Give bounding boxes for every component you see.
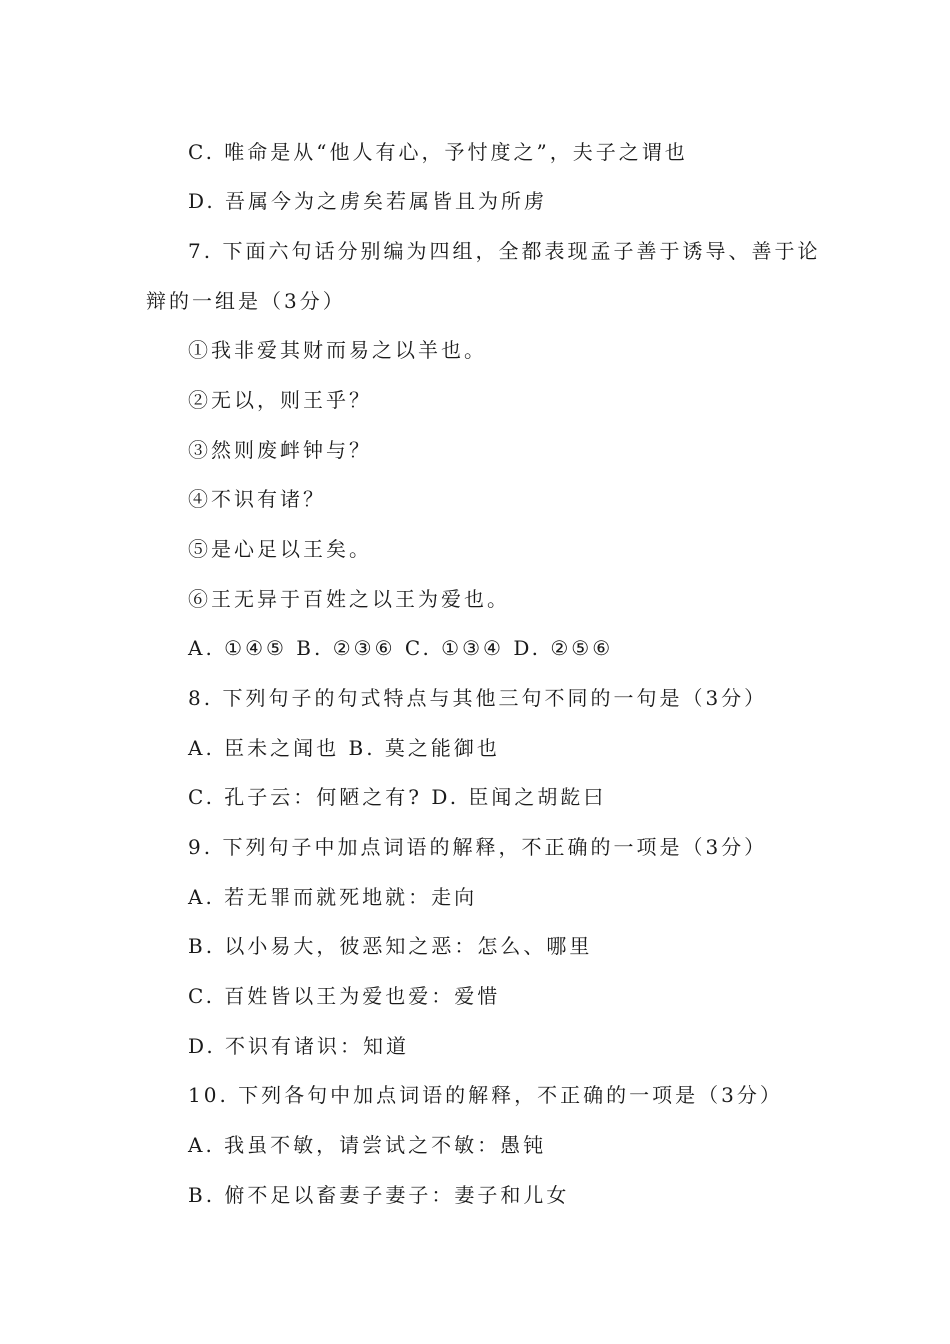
- question-9-option-c: C. 百姓皆以王为爱也爱：爱惜: [188, 984, 501, 1008]
- question-10-option-a: A. 我虽不敏，请尝试之不敏：愚钝: [188, 1133, 547, 1157]
- question-7-stem: 7. 下面六句话分别编为四组，全都表现孟子善于诱导、善于论: [188, 239, 821, 263]
- sentence-6: ⑥王无异于百姓之以王为爱也。: [188, 587, 510, 611]
- option-c-line: C. 唯命是从“他人有心，予忖度之”，夫子之谓也: [188, 140, 688, 164]
- question-8-stem: 8. 下列句子的句式特点与其他三句不同的一句是（3分）: [188, 686, 768, 710]
- question-7-stem-continued: 辩的一组是（3分）: [146, 289, 346, 313]
- question-9-option-a: A. 若无罪而就死地就：走向: [188, 885, 478, 909]
- question-7-options: A. ①④⑤ B. ②③⑥ C. ①③④ D. ②⑤⑥: [188, 636, 614, 660]
- sentence-1: ①我非爱其财而易之以羊也。: [188, 338, 487, 362]
- question-9-option-d: D. 不识有诸识：知道: [188, 1034, 410, 1058]
- question-9-option-b: B. 以小易大，彼恶知之恶：怎么、哪里: [188, 934, 593, 958]
- sentence-4: ④不识有诸？: [188, 487, 326, 511]
- option-d-line: D. 吾属今为之虏矣若属皆且为所虏: [188, 189, 548, 213]
- sentence-5: ⑤是心足以王矣。: [188, 537, 372, 561]
- question-8-options-cd: C. 孔子云：何陋之有? D. 臣闻之胡龁曰: [188, 785, 607, 809]
- question-9-stem: 9. 下列句子中加点词语的解释，不正确的一项是（3分）: [188, 835, 768, 859]
- question-8-options-ab: A. 臣未之闻也 B. 莫之能御也: [188, 736, 500, 760]
- question-10-option-b: B. 俯不足以畜妻子妻子：妻子和儿女: [188, 1183, 570, 1207]
- sentence-2: ②无以，则王乎？: [188, 388, 372, 412]
- question-10-stem: 10. 下列各句中加点词语的解释，不正确的一项是（3分）: [188, 1083, 783, 1107]
- sentence-3: ③然则废衅钟与？: [188, 438, 372, 462]
